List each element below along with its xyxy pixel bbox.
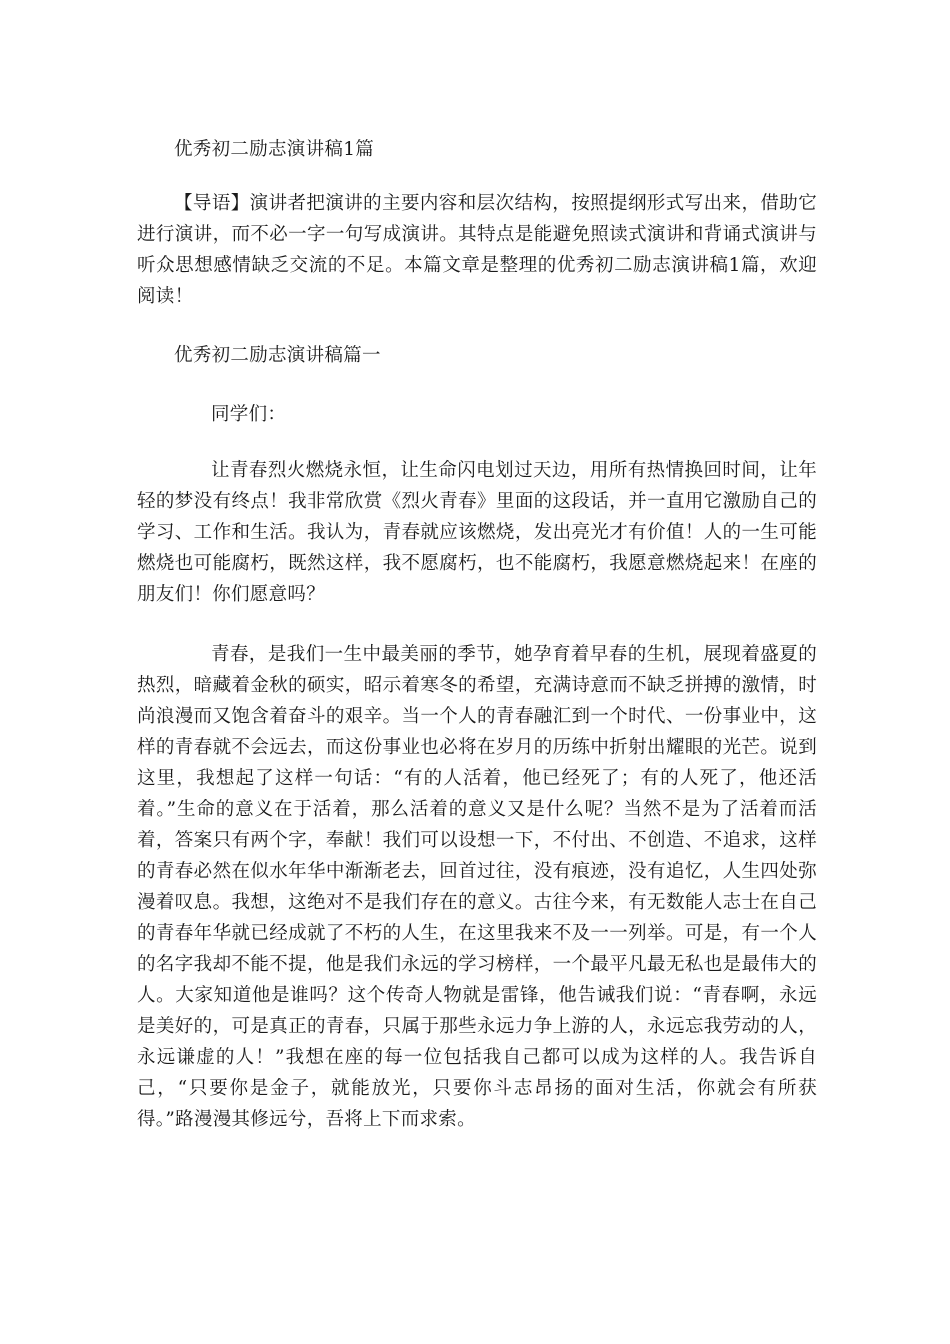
body-paragraph-2: 青春，是我们一生中最美丽的季节，她孕育着早春的生机，展现着盛夏的热烈，暗藏着金秋的硕实，昭示着寒冬的希望，充满诗意而不缺乏拼搏的激情，时尚浪漫而又饱含着奋斗的艰辛。当一个人的青春融汇到一个时代、一份事业中，这样的青春就不会远去，而这份事业也必将在岁月的历练中折射出耀眼的光芒。说到这里，我想起了这样一句话：“有的人活着，他已经死了；有的人死了，他还活着。”生命的意义在于活着，那么活着的意义又是什么呢？当然不是为了活着而活着，答案只有两个字，奉献！我们可以设想一下，不付出、不创造、不追求，这样的青春必然在似水年华中渐渐老去，回首过往，没有痕迹，没有追忆，人生四处弥漫着叹息。我想，这绝对不是我们存在的意义。古往今来，有无数能人志士在自己的青春年华就已经成就了不朽的人生，在这里我来不及一一列举。可是，有一个人的名字我却不能不提，他是我们永远的学习榜样，一个最平凡最无私也是最伟大的人。大家知道他是谁吗？这个传奇人物就是雷锋，他告诫我们说：“青春啊，永远是美好的，可是真正的青春，只属于那些永远力争上游的人，永远忘我劳动的人，永远谦虚的人！”我想在座的每一位包括我自己都可以成为这样的人。我告诉自己，“只要你是金子，就能放光，只要你斗志昂扬的面对生活，你就会有所获得。”路漫漫其修远兮，吾将上下而求索。 [137,644,817,1130]
section-heading: 优秀初二励志演讲稿篇一 [174,345,381,366]
intro-paragraph: 【导语】演讲者把演讲的主要内容和层次结构，按照提纲形式写出来，借助它进行演讲，而不必一字一句写成演讲。其特点是能避免照读式演讲和背诵式演讲与听众思想感情缺乏交流的不足。本篇文章是整理的优秀初二励志演讲稿1篇，欢迎阅读！ [137,193,817,307]
document-title: 优秀初二励志演讲稿1篇 [174,139,375,160]
salutation: 同学们： [211,404,287,425]
body-paragraph-1: 让青春烈火燃烧永恒，让生命闪电划过天边，用所有热情换回时间，让年轻的梦没有终点！我非常欣赏《烈火青春》里面的这段话，并一直用它激励自己的学习、工作和生活。我认为，青春就应该燃烧，发出亮光才有价值！人的一生可能燃烧也可能腐朽，既然这样，我不愿腐朽，也不能腐朽，我愿意燃烧起来！在座的朋友们！你们愿意吗？ [137,460,817,605]
